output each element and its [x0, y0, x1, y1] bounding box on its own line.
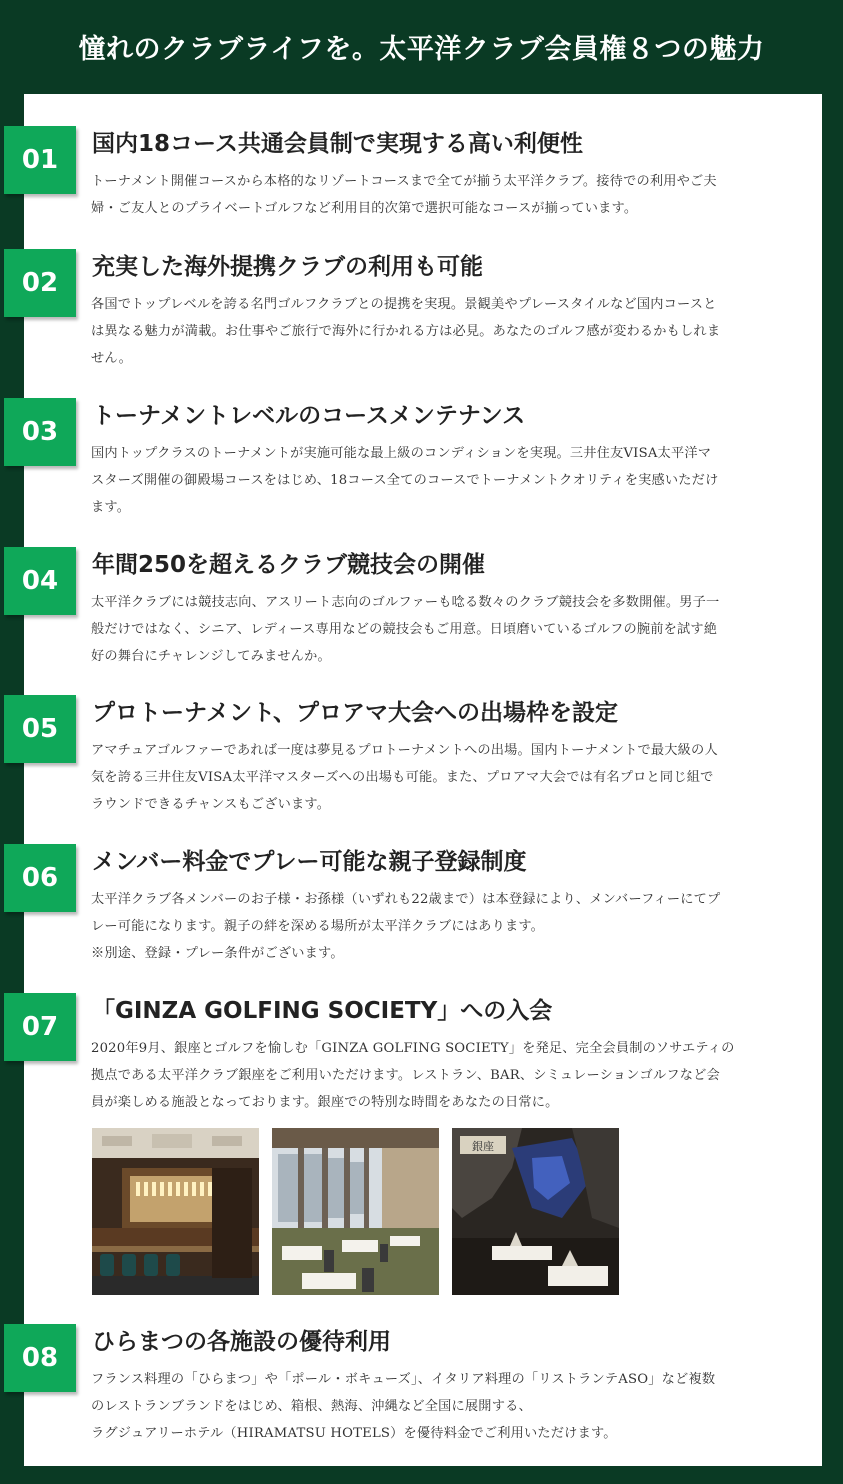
description-line: フランス料理の「ひらまつ」や「ポール・ボキューズ」、イタリア料理の「リストランテASO」など複数	[91, 1372, 716, 1387]
description-line: は異なる魅力が満載。お仕事やご旅行で海外に行かれる方は必見。あなたのゴルフ感が変わるかもしれま	[91, 324, 721, 339]
features-panel	[21, 94, 822, 1466]
feature-title: 国内18コース共通会員制で実現する高い利便性	[92, 131, 583, 157]
description-line: せん。	[91, 351, 132, 366]
cave-lounge-photo	[452, 1128, 619, 1295]
feature-number-badge: 04	[4, 547, 76, 615]
feature-title: ひらまつの各施設の優待利用	[92, 1329, 391, 1355]
description-line: ラグジュアリーホテル（HIRAMATSU HOTELS）を優待料金でご利用いただけます。	[91, 1426, 617, 1441]
description-line: 各国でトップレベルを誇る名門ゴルフクラブとの提携を実現。景観美やプレースタイルなど国内コースと	[91, 297, 717, 312]
feature-description	[91, 589, 799, 670]
feature-title: 年間250を超えるクラブ競技会の開催	[92, 552, 486, 578]
feature-description	[91, 291, 799, 372]
feature-number-badge: 03	[4, 398, 76, 466]
description-line: レー可能になります。親子の絆を深める場所が太平洋クラブにはあります。	[91, 919, 545, 934]
feature-title: トーナメントレベルのコースメンテナンス	[92, 403, 526, 429]
feature-number-badge: 07	[4, 993, 76, 1061]
description-line: 太平洋クラブ各メンバーのお子様・お孫様（いずれも22歳まで）は本登録により、メンバーフィーにてプ	[91, 892, 721, 907]
description-line: ※別途、登録・プレー条件がございます。	[91, 946, 344, 961]
description-line: 般だけではなく、シニア、レディース専用などの競技会もご用意。日頃磨いているゴルフの腕前を試す絶	[91, 622, 718, 637]
feature-title: メンバー料金でプレー可能な親子登録制度	[92, 849, 527, 875]
description-line: 好の舞台にチャレンジしてみませんか。	[91, 649, 331, 664]
description-line: ます。	[91, 500, 131, 515]
description-line: 気を誇る三井住友VISA太平洋マスターズへの出場も可能。また、プロアマ大会では有名プロと同じ組で	[91, 770, 714, 785]
page-title: 憧れのクラブライフを。太平洋クラブ会員権８つの魅力	[78, 33, 765, 65]
feature-description	[91, 1035, 799, 1116]
description-line: 婦・ご友人とのプライベートゴルフなど利用目的次第で選択可能なコースが揃っています。	[91, 201, 638, 216]
restaurant-dining-photo	[272, 1128, 439, 1295]
feature-number-badge: 02	[4, 249, 76, 317]
description-line: スターズ開催の御殿場コースをはじめ、18コース全てのコースでトーナメントクオリティを実感いただけ	[91, 473, 719, 488]
description-line: トーナメント開催コースから本格的なリゾートコースまで全てが揃う太平洋クラブ。接待での利用やご夫	[91, 174, 717, 189]
description-line: 太平洋クラブには競技志向、アスリート志向のゴルファーも唸る数々のクラブ競技会を多数開催。男子一	[91, 595, 720, 610]
feature-number-badge: 08	[4, 1324, 76, 1392]
feature-description	[91, 1366, 799, 1447]
ginza-photo-gallery	[92, 1128, 619, 1295]
description-line: 2020年9月、銀座とゴルフを愉しむ「GINZA GOLFING SOCIETY」を発足、完全会員制のソサエティの	[91, 1041, 735, 1056]
feature-title: 「GINZA GOLFING SOCIETY」への入会	[92, 998, 553, 1024]
description-line: 国内トップクラスのトーナメントが実施可能な最上級のコンディションを実現。三井住友VISA太平洋マ	[91, 446, 712, 461]
description-line: 員が楽しめる施設となっております。銀座での特別な時間をあなたの日常に。	[91, 1095, 559, 1110]
feature-number-badge: 06	[4, 844, 76, 912]
feature-number-badge: 05	[4, 695, 76, 763]
feature-title: 充実した海外提携クラブの利用も可能	[92, 254, 483, 280]
feature-number-badge: 01	[4, 126, 76, 194]
feature-description	[91, 440, 799, 521]
feature-description	[91, 886, 799, 967]
description-line: ラウンドできるチャンスもございます。	[91, 797, 331, 812]
cave-sign-text: 銀座	[472, 1140, 494, 1153]
bar-counter-photo	[92, 1128, 259, 1295]
feature-description	[91, 737, 799, 818]
description-line: のレストランブランドをはじめ、箱根、熱海、沖縄など全国に展開する、	[91, 1399, 532, 1414]
feature-description	[91, 168, 799, 222]
feature-title: プロトーナメント、プロアマ大会への出場枠を設定	[92, 700, 619, 726]
description-line: アマチュアゴルファーであれば一度は夢見るプロトーナメントへの出場。国内トーナメントで最大級の人	[91, 743, 718, 758]
description-line: 拠点である太平洋クラブ銀座をご利用いただけます。レストラン、BAR、シミュレーションゴルフなど会	[91, 1068, 720, 1083]
